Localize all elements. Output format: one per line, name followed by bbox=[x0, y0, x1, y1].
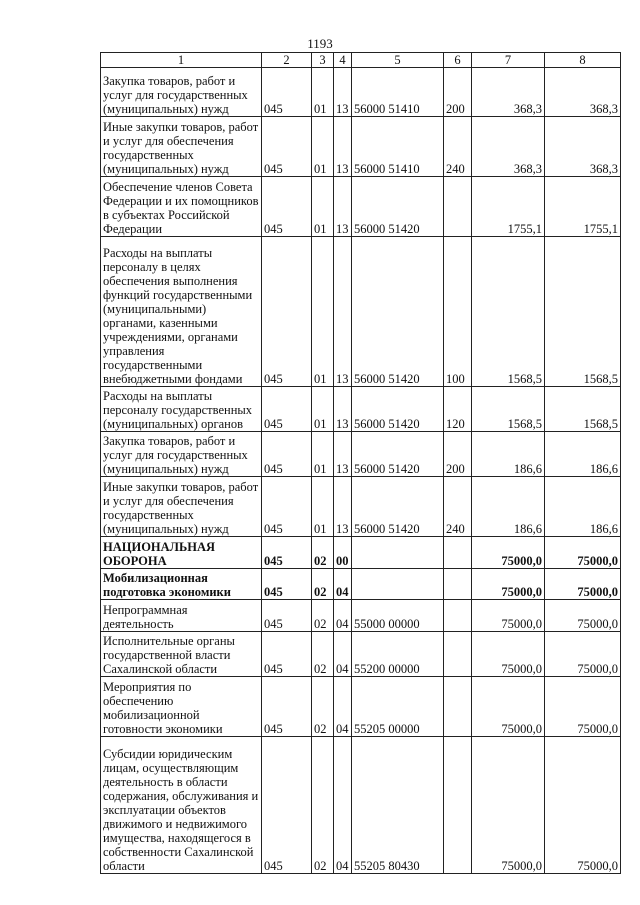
subsection-code: 13 bbox=[334, 237, 352, 387]
admin-code: 045 bbox=[262, 600, 312, 632]
amount-col8: 75000,0 bbox=[545, 537, 621, 569]
subsection-code: 13 bbox=[334, 177, 352, 237]
expense-type-code bbox=[444, 537, 472, 569]
admin-code: 045 bbox=[262, 117, 312, 177]
admin-code: 045 bbox=[262, 68, 312, 117]
section-code: 02 bbox=[312, 569, 334, 600]
admin-code: 045 bbox=[262, 569, 312, 600]
table-row bbox=[101, 177, 621, 237]
admin-code: 045 bbox=[262, 737, 312, 874]
table-row bbox=[101, 537, 621, 569]
admin-code: 045 bbox=[262, 237, 312, 387]
expense-type-code: 120 bbox=[444, 387, 472, 432]
amount-col7: 75000,0 bbox=[472, 677, 545, 737]
subsection-code: 04 bbox=[334, 569, 352, 600]
subsection-code: 04 bbox=[334, 737, 352, 874]
amount-col8: 1755,1 bbox=[545, 177, 621, 237]
amount-col7: 75000,0 bbox=[472, 600, 545, 632]
expense-type-code: 200 bbox=[444, 432, 472, 477]
row-name: Обеспечение членов Совета Федерации и их помощников в субъектах Российской Федерации bbox=[101, 177, 262, 237]
amount-col8: 368,3 bbox=[545, 68, 621, 117]
row-name: Расходы на выплаты персоналу государственных (муниципальных) органов bbox=[101, 387, 262, 432]
column-header: 8 bbox=[545, 53, 621, 68]
target-article-code: 55000 00000 bbox=[352, 600, 444, 632]
target-article-code: 56000 51410 bbox=[352, 68, 444, 117]
section-code: 01 bbox=[312, 432, 334, 477]
amount-col8: 75000,0 bbox=[545, 737, 621, 874]
section-code: 01 bbox=[312, 68, 334, 117]
row-name: Исполнительные органы государственной власти Сахалинской области bbox=[101, 632, 262, 677]
amount-col8: 75000,0 bbox=[545, 569, 621, 600]
subsection-code: 13 bbox=[334, 117, 352, 177]
row-name: Расходы на выплаты персоналу в целях обеспечения выполнения функций государственными (муниципальными) органами, казенными учреждениями, органами управления государственными внебюджетными фондами bbox=[101, 237, 262, 387]
section-code: 01 bbox=[312, 477, 334, 537]
subsection-code: 13 bbox=[334, 68, 352, 117]
subsection-code: 00 bbox=[334, 537, 352, 569]
target-article-code: 56000 51420 bbox=[352, 432, 444, 477]
amount-col8: 1568,5 bbox=[545, 237, 621, 387]
table-row bbox=[101, 600, 621, 632]
section-code: 02 bbox=[312, 537, 334, 569]
row-name: Непрограммная деятельность bbox=[101, 600, 262, 632]
amount-col8: 186,6 bbox=[545, 477, 621, 537]
row-name: Закупка товаров, работ и услуг для государственных (муниципальных) нужд bbox=[101, 68, 262, 117]
row-name: Субсидии юридическим лицам, осуществляющим деятельность в области содержания, обслуживания и эксплуатации объектов движимого и недвижимого имущества, находящегося в собственности Сахалинской области bbox=[101, 737, 262, 874]
amount-col8: 368,3 bbox=[545, 117, 621, 177]
expense-type-code bbox=[444, 600, 472, 632]
page-number: 1193 bbox=[307, 36, 333, 51]
section-code: 02 bbox=[312, 737, 334, 874]
row-name: Мероприятия по обеспечению мобилизационной готовности экономики bbox=[101, 677, 262, 737]
amount-col7: 186,6 bbox=[472, 477, 545, 537]
column-header: 4 bbox=[334, 53, 352, 68]
table-row bbox=[101, 677, 621, 737]
target-article-code: 56000 51420 bbox=[352, 387, 444, 432]
target-article-code: 56000 51410 bbox=[352, 117, 444, 177]
row-name: НАЦИОНАЛЬНАЯ ОБОРОНА bbox=[101, 537, 262, 569]
amount-col7: 75000,0 bbox=[472, 537, 545, 569]
subsection-code: 13 bbox=[334, 477, 352, 537]
section-code: 01 bbox=[312, 117, 334, 177]
budget-table bbox=[100, 52, 621, 874]
admin-code: 045 bbox=[262, 677, 312, 737]
table-row bbox=[101, 68, 621, 117]
target-article-code bbox=[352, 569, 444, 600]
column-header: 5 bbox=[352, 53, 444, 68]
expense-type-code bbox=[444, 632, 472, 677]
column-header: 1 bbox=[101, 53, 262, 68]
target-article-code bbox=[352, 537, 444, 569]
amount-col7: 368,3 bbox=[472, 68, 545, 117]
row-name: Иные закупки товаров, работ и услуг для обеспечения государственных (муниципальных) нужд bbox=[101, 117, 262, 177]
expense-type-code bbox=[444, 177, 472, 237]
subsection-code: 04 bbox=[334, 632, 352, 677]
admin-code: 045 bbox=[262, 537, 312, 569]
admin-code: 045 bbox=[262, 432, 312, 477]
expense-type-code bbox=[444, 737, 472, 874]
amount-col8: 75000,0 bbox=[545, 632, 621, 677]
section-code: 02 bbox=[312, 600, 334, 632]
column-header: 6 bbox=[444, 53, 472, 68]
subsection-code: 13 bbox=[334, 387, 352, 432]
amount-col7: 1755,1 bbox=[472, 177, 545, 237]
expense-type-code bbox=[444, 569, 472, 600]
target-article-code: 55205 00000 bbox=[352, 677, 444, 737]
expense-type-code: 240 bbox=[444, 477, 472, 537]
row-name: Закупка товаров, работ и услуг для государственных (муниципальных) нужд bbox=[101, 432, 262, 477]
target-article-code: 56000 51420 bbox=[352, 177, 444, 237]
amount-col7: 75000,0 bbox=[472, 737, 545, 874]
target-article-code: 56000 51420 bbox=[352, 237, 444, 387]
column-header: 3 bbox=[312, 53, 334, 68]
row-name: Мобилизационная подготовка экономики bbox=[101, 569, 262, 600]
table-row bbox=[101, 387, 621, 432]
amount-col8: 75000,0 bbox=[545, 600, 621, 632]
admin-code: 045 bbox=[262, 177, 312, 237]
subsection-code: 13 bbox=[334, 432, 352, 477]
amount-col7: 368,3 bbox=[472, 117, 545, 177]
amount-col7: 186,6 bbox=[472, 432, 545, 477]
amount-col7: 1568,5 bbox=[472, 237, 545, 387]
amount-col7: 1568,5 bbox=[472, 387, 545, 432]
column-header: 2 bbox=[262, 53, 312, 68]
target-article-code: 55200 00000 bbox=[352, 632, 444, 677]
section-code: 01 bbox=[312, 387, 334, 432]
column-header: 7 bbox=[472, 53, 545, 68]
amount-col8: 186,6 bbox=[545, 432, 621, 477]
table-row bbox=[101, 432, 621, 477]
subsection-code: 04 bbox=[334, 600, 352, 632]
column-numbers-row bbox=[101, 53, 621, 68]
amount-col7: 75000,0 bbox=[472, 632, 545, 677]
amount-col8: 75000,0 bbox=[545, 677, 621, 737]
expense-type-code: 240 bbox=[444, 117, 472, 177]
table-row bbox=[101, 117, 621, 177]
table-row bbox=[101, 632, 621, 677]
row-name: Иные закупки товаров, работ и услуг для обеспечения государственных (муниципальных) нужд bbox=[101, 477, 262, 537]
amount-col7: 75000,0 bbox=[472, 569, 545, 600]
target-article-code: 56000 51420 bbox=[352, 477, 444, 537]
section-code: 02 bbox=[312, 632, 334, 677]
table-row bbox=[101, 477, 621, 537]
section-code: 02 bbox=[312, 677, 334, 737]
expense-type-code: 100 bbox=[444, 237, 472, 387]
section-code: 01 bbox=[312, 237, 334, 387]
amount-col8: 1568,5 bbox=[545, 387, 621, 432]
table-row bbox=[101, 569, 621, 600]
expense-type-code: 200 bbox=[444, 68, 472, 117]
admin-code: 045 bbox=[262, 387, 312, 432]
table-row bbox=[101, 237, 621, 387]
subsection-code: 04 bbox=[334, 677, 352, 737]
section-code: 01 bbox=[312, 177, 334, 237]
expense-type-code bbox=[444, 677, 472, 737]
table-row bbox=[101, 737, 621, 874]
admin-code: 045 bbox=[262, 477, 312, 537]
admin-code: 045 bbox=[262, 632, 312, 677]
target-article-code: 55205 80430 bbox=[352, 737, 444, 874]
